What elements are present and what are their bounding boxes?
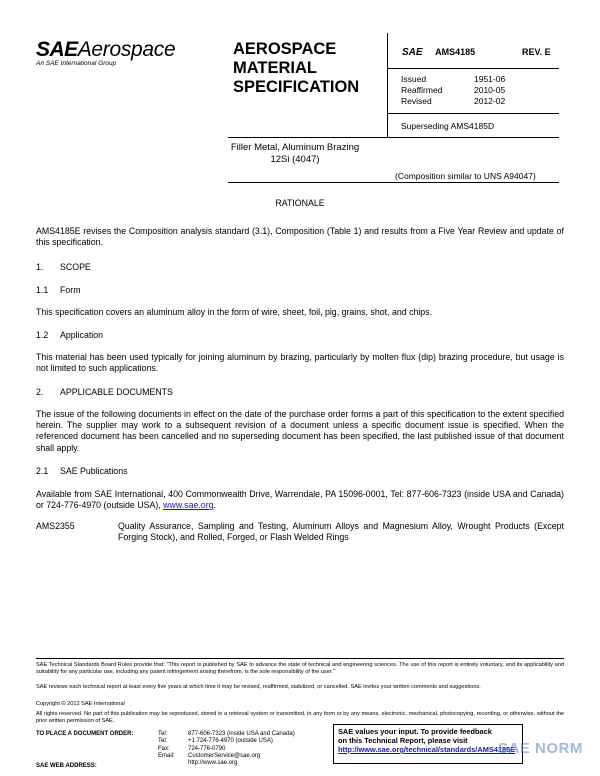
document-dates <box>401 74 505 107</box>
rationale-heading: RATIONALE <box>275 198 325 208</box>
sae-website-link[interactable]: www.sae.org <box>163 500 214 511</box>
contact-row <box>158 738 295 745</box>
title-line: SPECIFICATION <box>233 78 360 96</box>
section-number: 1.2 <box>36 330 49 340</box>
subject-line: 12Si (4047) <box>270 154 320 165</box>
date-value: 2010-05 <box>474 85 506 95</box>
date-row <box>401 96 505 107</box>
contact-row <box>158 760 295 767</box>
reference-title: Quality Assurance, Sampling and Testing, Aluminum Alloys and Magnesium Alloy, Wrought Products (Except Forging Stock), and Rolled, Forged, or Flash Welded Rings <box>118 521 564 543</box>
sae-norm-watermark: SAE NORM <box>498 740 583 757</box>
section-title: SCOPE <box>60 262 91 272</box>
subject-line: Filler Metal, Aluminum Brazing <box>230 142 360 153</box>
section-number: 2. <box>36 387 44 397</box>
section-number: 1. <box>36 262 44 272</box>
contact-label <box>158 760 188 767</box>
document-type-title <box>233 40 393 97</box>
paragraph <box>36 489 564 511</box>
date-row <box>401 74 505 85</box>
date-value: 2012-02 <box>474 96 506 106</box>
revision-label: REV. E <box>522 47 551 57</box>
title-line: AEROSPACE <box>233 40 337 58</box>
section-heading <box>36 387 173 397</box>
reference-entry <box>36 521 564 543</box>
date-label: Reaffirmed <box>401 85 443 95</box>
title-line: MATERIAL <box>233 59 318 77</box>
footer-copyright: Copyright © 2012 SAE International <box>36 701 125 707</box>
section-title: APPLICABLE DOCUMENTS <box>60 387 173 397</box>
header-divider-vertical <box>387 33 388 137</box>
paragraph: This material has been used typically for joining aluminum by brazing, particularly by molten flux (dip) brazing procedure, but usage is not limited to such applications. <box>36 352 564 374</box>
feedback-line: on this Technical Report, please visit <box>338 736 468 745</box>
footer-rules-text: SAE Technical Standards Board Rules provide that: "This report is published by SAE to advance the state of technical and engineering sciences. The use of this report is entirely voluntary, and its applicability and suitability for any particular use, including any patent infringement arising therefrom, is the sole responsibility of the user." <box>36 662 564 675</box>
contact-label: Tel: <box>158 738 168 745</box>
document-number: AMS4185 <box>435 47 476 57</box>
document-subject <box>200 142 390 166</box>
contact-value: 724-776-0790 <box>188 745 226 752</box>
section-heading <box>36 285 81 295</box>
contact-label: Tel: <box>158 731 168 737</box>
paragraph: This specification covers an aluminum alloy in the form of wire, sheet, foil, pig, grains, shot, and chips. <box>36 307 433 317</box>
logo-subtitle: An SAE International Group <box>36 60 117 67</box>
document-id-row <box>402 47 551 58</box>
paragraph: The issue of the following documents in effect on the date of the purchase order forms a part of this specification to the extent specified herein. The supplier may work to a subsequent revision of a document unless a specific document issue is specified. When the referenced document has been cancelled and no superseding document has been specified, the last published issue of that document shall apply. <box>36 409 564 453</box>
logo-sae-text: SAE <box>36 38 78 61</box>
sae-aerospace-logo <box>36 38 216 67</box>
contact-value: 877-606-7323 (inside USA and Canada) <box>188 731 295 737</box>
date-value: 1951-06 <box>474 74 506 84</box>
header-divider <box>228 137 559 138</box>
contact-value: +1 724-776-4970 (outside USA) <box>188 738 273 745</box>
contact-value: CustomerService@sae.org <box>188 752 261 759</box>
logo-aerospace-text: Aerospace <box>77 38 176 61</box>
contact-row <box>158 746 295 753</box>
section-heading <box>36 262 91 272</box>
section-heading <box>36 466 127 476</box>
paragraph-end: . <box>213 500 216 511</box>
web-address-label: SAE WEB ADDRESS: <box>36 763 97 769</box>
section-heading <box>36 330 103 340</box>
rationale-text: AMS4185E revises the Composition analysis standard (3.1), Composition (Table 1) and results from a Five Year Review and update of this specification. <box>36 226 564 248</box>
footer-rights-text: All rights reserved. No part of this publication may be reproduced, stored in a retrieval system or transmitted, in any form or by any means, electronic, mechanical, photocopying, recording, or otherwise, without the prior written permission of SAE. <box>36 711 564 724</box>
section-title: Form <box>60 285 81 295</box>
reference-code: AMS2355 <box>36 521 75 531</box>
section-number: 1.1 <box>36 285 49 295</box>
contact-label: Email: <box>158 752 175 759</box>
paragraph-text: Available from SAE International, 400 Commonwealth Drive, Warrendale, PA 15096-0001, Tel: 877-606-7323 (inside USA and Canada) or 724-776-4970 (outside USA), <box>36 489 564 511</box>
date-label: Issued <box>401 74 427 84</box>
order-label: TO PLACE A DOCUMENT ORDER: <box>36 731 134 737</box>
composition-note: (Composition similar to UNS A94047) <box>395 171 536 181</box>
header-divider <box>387 113 559 114</box>
section-title: Application <box>60 330 104 340</box>
header-divider <box>387 68 559 69</box>
feedback-link[interactable]: http://www.sae.org/technical/standards/AMS4185E <box>338 745 516 754</box>
superseding-note: Superseding AMS4185D <box>401 121 495 131</box>
contact-label: Fax: <box>158 745 170 752</box>
footer-review-text: SAE reviews each technical report at least every five years at which time it may be revised, reaffirmed, stabilized, or cancelled. SAE invites your written comments and suggestions. <box>36 684 481 690</box>
contact-row <box>158 731 295 738</box>
date-row <box>401 85 505 96</box>
section-number: 2.1 <box>36 466 49 476</box>
subject-divider <box>228 182 559 183</box>
feedback-line: SAE values your input. To provide feedback <box>338 727 492 736</box>
contact-value: http://www.sae.org <box>188 760 238 767</box>
contact-row <box>158 753 295 760</box>
date-label: Revised <box>401 96 432 106</box>
footer-divider <box>36 658 564 659</box>
sae-mini-logo: SAE <box>402 47 423 58</box>
section-title: SAE Publications <box>60 466 128 476</box>
feedback-box <box>333 724 523 764</box>
order-contacts <box>158 731 295 767</box>
